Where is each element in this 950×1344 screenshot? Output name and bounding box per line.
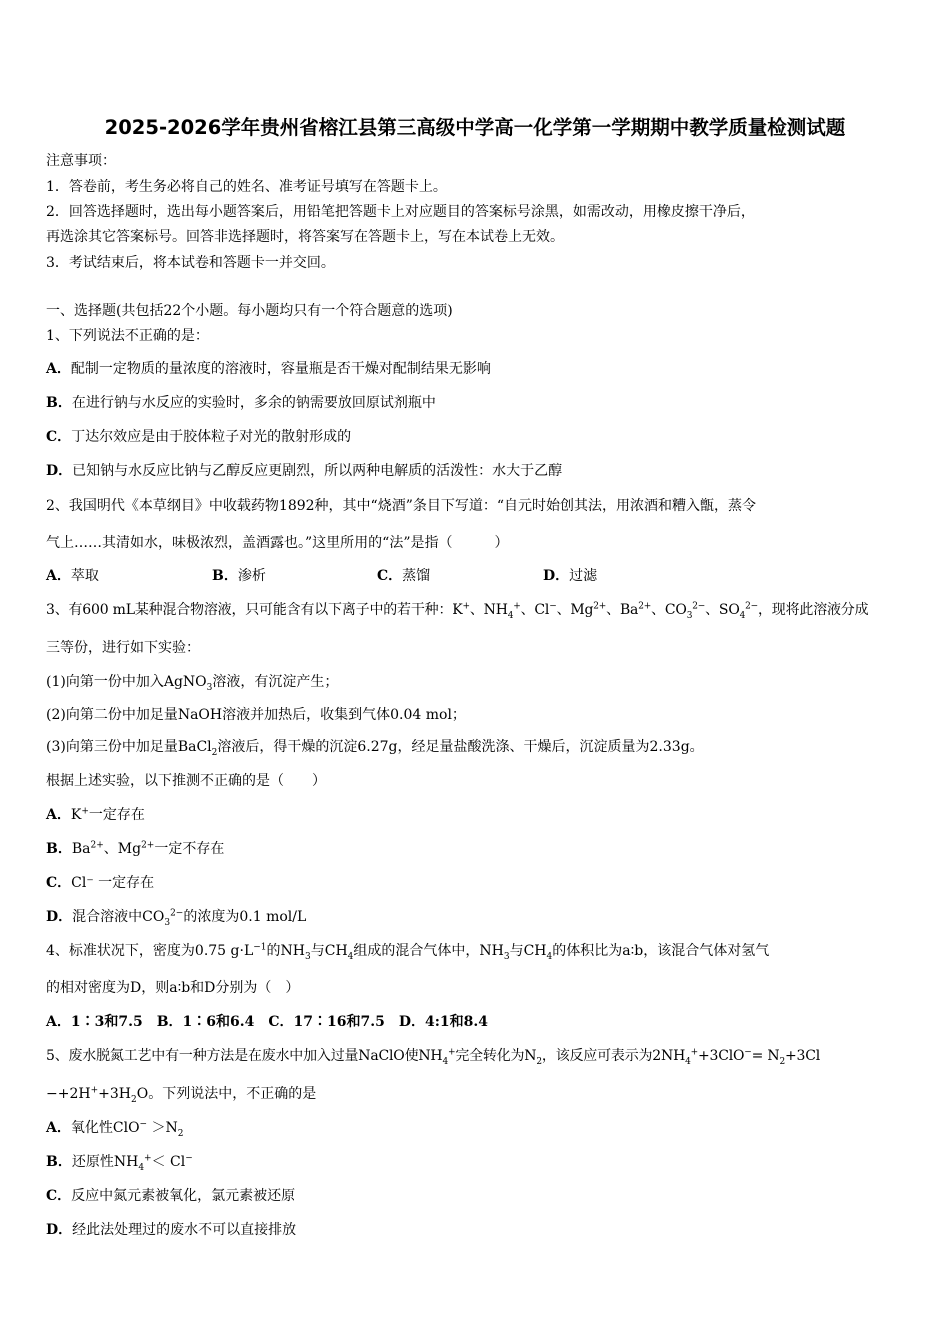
notice-item-3: 3．考试结束后，将本试卷和答题卡一并交回。 xyxy=(46,255,335,271)
question-2-option-b xyxy=(212,567,266,585)
exp-text: 溶液，有沉淀产生； xyxy=(212,674,339,690)
ion-cl: Cl xyxy=(534,602,550,618)
question-1-stem: 1、下列说法不正确的是： xyxy=(46,328,209,344)
notice-item-2: 2．回答选择题时，选出每小题答案后，用铅笔把答题卡上对应题目的答案标号涂黑，如需改动，用橡皮擦干净后， xyxy=(46,204,755,220)
question-3-exp-2: (2)向第二份中加足量NaOH溶液并加热后，收集到气体0.04 mol； xyxy=(46,707,466,723)
q4-text: 的NH xyxy=(266,943,305,959)
q5-text: 5、废水脱氮工艺中有一种方法是在废水中加入过量NaClO使NH xyxy=(46,1048,443,1064)
question-4-options: A．1∶3和7.5 B．1∶6和6.4 C．17∶16和7.5 D．4:1和8.4 xyxy=(46,1014,488,1030)
question-4-line-1: 4、标准状况下，密度为0.75 $g\cdot L^{-1}$的$NH_3$与$CH_4$组成的混合气体中，$NH_3$与$CH_4$的体积比为a∶b，该混合气体对氢气 xyxy=(46,942,770,962)
q4-text: 与CH xyxy=(310,943,348,959)
option-text: 的浓度为0.1 mol/L xyxy=(183,909,307,925)
option-label: A． xyxy=(46,568,71,584)
ion-co3: CO xyxy=(664,602,687,618)
q3-text: 3、有600 mL某种混合物溶液，只可能含有以下离子中的若干种：K xyxy=(46,602,463,618)
question-1-option-a xyxy=(46,360,491,378)
option-label: B． xyxy=(212,568,238,584)
exp-text: (3)向第三份中加足量BaCl xyxy=(46,739,212,755)
q4-text: 4、标准状况下，密度为0.75 g·L xyxy=(46,943,254,959)
option-text: ＞N xyxy=(147,1120,178,1136)
option-text: 反应中氮元素被氧化，氯元素被还原 xyxy=(71,1188,296,1204)
ion-ba: Ba xyxy=(619,602,639,618)
option-text: 在进行钠与水反应的实验时，多余的钠需要放回原试剂瓶中 xyxy=(71,395,436,411)
option-text: 已知钠与水反应比钠与乙醇反应更剧烈，所以两种电解质的活泼性：水大于乙醇 xyxy=(72,463,563,479)
question-2-option-a xyxy=(46,567,99,585)
ion-ba: Ba xyxy=(71,841,91,857)
question-1-option-d xyxy=(46,462,562,480)
question-5-line-1: 5、废水脱氮工艺中有一种方法是在废水中加入过量NaClO使$NH_4^+$完全转化为$N_2$，该反应可表示为$2NH_4^++3ClO^-= N_2+3Cl$ xyxy=(46,1047,821,1067)
option-label: C． xyxy=(377,568,403,584)
question-3-exp-1: (1)向第一份中加入AgNO$_3$溶液，有沉淀产生； xyxy=(46,674,339,693)
question-5-option-a: A．氧化性$ClO^- >N_2$ xyxy=(46,1119,184,1139)
option-text: 还原性NH xyxy=(71,1154,139,1170)
option-text: 混合溶液中CO xyxy=(72,909,165,925)
q5-text: O。下列说法中，不正确的是 xyxy=(136,1086,317,1102)
option-text: 渗析 xyxy=(237,568,266,584)
option-label: A． xyxy=(46,361,71,377)
notice-item-1: 1．答卷前，考生务必将自己的姓名、准考证号填写在答题卡上。 xyxy=(46,179,447,195)
q5-text: ，该反应可表示为2NH xyxy=(541,1048,686,1064)
option-label: C． xyxy=(46,429,72,445)
option-text: 配制一定物质的量浓度的溶液时，容量瓶是否干燥对配制结果无影响 xyxy=(70,361,491,377)
question-3-option-d: D．混合溶液中$CO_3^{2-}$的浓度为0.1 mol/L xyxy=(46,908,307,928)
question-5-option-c: C．反应中氮元素被氧化，氯元素被还原 xyxy=(46,1188,296,1204)
option-text: 一定不存在 xyxy=(154,841,225,857)
option-text: 经此法处理过的废水不可以直接排放 xyxy=(72,1222,297,1238)
question-1-option-b xyxy=(46,394,436,412)
question-1-option-c xyxy=(46,428,351,446)
ion-so4: SO xyxy=(718,602,740,618)
q5-text: +3H xyxy=(98,1086,131,1102)
option-text: 氧化性ClO xyxy=(70,1120,140,1136)
question-3-ask: 根据上述实验，以下推测不正确的是（ ） xyxy=(46,773,326,789)
question-2-line-2: 气上……其清如水，味极浓烈，盖酒露也。”这里所用的“法”是指（ ） xyxy=(46,535,509,551)
notice-heading: 注意事项： xyxy=(46,153,116,169)
option-label: D． xyxy=(543,568,570,584)
q4-text: 组成的混合气体中，NH xyxy=(353,943,504,959)
ion-nh4: NH xyxy=(483,602,508,618)
notice-item-2-cont: 再选涂其它答案标号。回答非选择题时，将答案写在答题卡上，写在本试卷上无效。 xyxy=(46,229,564,245)
q4-text: 与CH xyxy=(509,943,547,959)
option-text: 过滤 xyxy=(569,568,598,584)
exp-text: 溶液后，得干燥的沉淀6.27g，经足量盐酸洗涤、干燥后，沉淀质量为2.33g。 xyxy=(217,739,704,755)
q5-text: = N xyxy=(751,1048,780,1064)
option-label: D． xyxy=(46,463,73,479)
option-text: 萃取 xyxy=(70,568,99,584)
question-4-line-2: 的相对密度为D，则a∶b和D分别为（ ） xyxy=(46,980,300,996)
question-3-option-c: C．Cl⁻ 一定存在 xyxy=(46,875,155,891)
question-5-line-2: $-+2H^++3H_2O$。下列说法中，不正确的是 xyxy=(46,1085,317,1105)
q4-text: 的体积比为a∶b，该混合气体对氢气 xyxy=(552,943,770,959)
option-label: B． xyxy=(46,395,72,411)
question-2-option-c xyxy=(377,567,430,585)
option-text: ＜ Cl xyxy=(151,1154,186,1170)
question-3-line-2: 三等份，进行如下实验： xyxy=(46,640,200,656)
q5-text: +3ClO xyxy=(697,1048,745,1064)
question-5-option-d: D．经此法处理过的废水不可以直接排放 xyxy=(46,1222,297,1238)
question-3-option-a: A．K+一定存在 xyxy=(46,806,145,823)
exp-text: (1)向第一份中加入AgNO xyxy=(46,674,207,690)
question-2-line-1: 2、我国明代《本草纲目》中收载药物1892种，其中“烧酒”条目下写道：“自元时始创其法，用浓酒和糟入甑，蒸令 xyxy=(46,498,757,514)
ion-mg: Mg xyxy=(117,841,142,857)
question-3-line-1: 3、有600 mL某种混合物溶液，只可能含有以下离子中的若干种：K+、$NH_4^+$、Cl−、$Mg^{2+}$、$Ba^{2+}$、$CO_3^{2-}$、$SO_4^{2-}$，现将此溶液分成 xyxy=(46,601,869,621)
q5-text: +2H xyxy=(57,1086,91,1102)
option-text: 一定存在 xyxy=(88,807,145,823)
q3-text: ，现将此溶液分成 xyxy=(758,602,869,618)
page-title: 2025-2026学年贵州省榕江县第三高级中学高一化学第一学期期中教学质量检测试题 xyxy=(104,116,846,139)
question-2-option-d xyxy=(543,567,597,585)
option-text: 丁达尔效应是由于胶体粒子对光的散射形成的 xyxy=(71,429,352,445)
option-text: 蒸馏 xyxy=(402,568,431,584)
question-3-option-b: B．$Ba^{2+}$、$Mg^{2+}$一定不存在 xyxy=(46,840,225,857)
q5-text: +3Cl xyxy=(784,1048,821,1064)
ion-mg: Mg xyxy=(570,602,594,618)
question-3-exp-3: (3)向第三份中加足量BaCl$_2$溶液后，得干燥的沉淀6.27g，经足量盐酸洗涤、干燥后，沉淀质量为2.33g。 xyxy=(46,739,704,758)
section-heading: 一、选择题(共包括22个小题。每小题均只有一个符合题意的选项) xyxy=(46,303,453,319)
question-5-option-b: B．还原性$NH_4^+< Cl^-$ xyxy=(46,1153,193,1173)
ion-k: K xyxy=(70,807,82,823)
q5-text: 完全转化为N xyxy=(455,1048,537,1064)
option-text: Cl⁻ 一定存在 xyxy=(71,875,155,891)
